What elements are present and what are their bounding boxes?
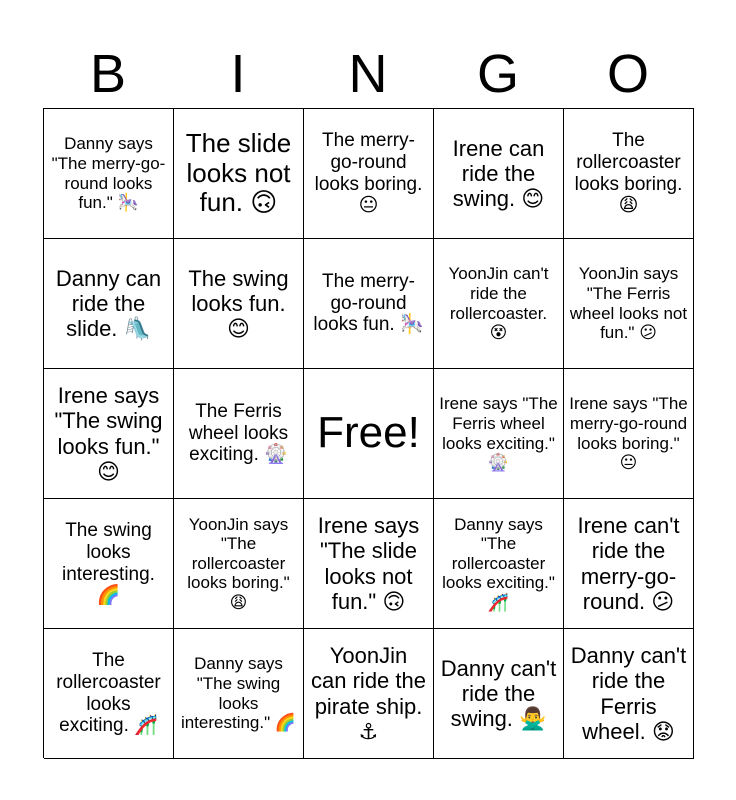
bingo-cell[interactable] — [434, 629, 564, 759]
cell-text: YoonJin says "The rollercoaster looks boring." 😩 — [187, 514, 290, 612]
bingo-cell[interactable] — [304, 499, 434, 629]
cell-text: Irene says "The Ferris wheel looks exciting." 🎡 — [439, 394, 558, 473]
bingo-cell[interactable] — [564, 369, 694, 499]
header-letter-i: I — [230, 44, 246, 104]
cell-text: YoonJin says "The Ferris wheel looks not fun." 😕 — [569, 264, 688, 343]
cell-text: Danny can ride the slide. 🛝 — [55, 265, 162, 342]
bingo-cell[interactable] — [564, 239, 694, 369]
cell-text: Irene says "The merry-go-round looks boring." 😐 — [569, 394, 688, 473]
cell-text: Danny can't ride the swing. 🙅‍♂️ — [440, 655, 557, 732]
cell-text: Danny can't ride the Ferris wheel. 😟 — [570, 642, 687, 744]
bingo-cell[interactable] — [304, 239, 434, 369]
bingo-cell[interactable] — [304, 629, 434, 759]
bingo-cell[interactable] — [434, 109, 564, 239]
bingo-cell[interactable] — [44, 629, 174, 759]
cell-text: The rollercoaster looks exciting. 🎢 — [56, 649, 161, 737]
header-letter-o: O — [606, 44, 649, 104]
bingo-cell[interactable] — [564, 499, 694, 629]
cell-text: YoonJin can't ride the rollercoaster. 😵 — [448, 264, 549, 343]
cell-text: Danny says "The rollercoaster looks exciting." 🎢 — [442, 514, 555, 612]
bingo-cell[interactable] — [434, 239, 564, 369]
free-space-cell[interactable] — [304, 369, 434, 499]
cell-text: The swing looks interesting. 🌈 — [62, 519, 155, 607]
bingo-cell[interactable] — [174, 629, 304, 759]
bingo-cell[interactable] — [44, 369, 174, 499]
bingo-header — [43, 40, 693, 108]
cell-text: The swing looks fun. 😊 — [188, 265, 289, 342]
bingo-cell[interactable] — [44, 109, 174, 239]
bingo-cell[interactable] — [174, 369, 304, 499]
cell-text: Irene can ride the swing. 😊 — [452, 135, 545, 212]
bingo-cell[interactable] — [174, 109, 304, 239]
cell-text: Danny says "The merry-go-round looks fun." 🎠 — [51, 134, 166, 213]
cell-text: YoonJin can ride the pirate ship. ⚓ — [311, 642, 426, 744]
cell-text: The merry-go-round looks boring. 😐 — [314, 129, 423, 217]
header-letter-g: G — [476, 44, 519, 104]
cell-text: Free! — [317, 408, 420, 458]
bingo-cell[interactable] — [304, 109, 434, 239]
bingo-grid — [43, 108, 694, 758]
bingo-cell[interactable] — [44, 239, 174, 369]
cell-text: Irene can't ride the merry-go-round. 😕 — [577, 512, 680, 614]
cell-text: The rollercoaster looks boring. 😩 — [574, 129, 683, 217]
bingo-cell[interactable] — [174, 239, 304, 369]
cell-text: Danny says "The swing looks interesting." 🌈 — [180, 654, 297, 733]
bingo-cell[interactable] — [564, 629, 694, 759]
bingo-cell[interactable] — [564, 109, 694, 239]
header-letter-n: N — [348, 44, 388, 104]
bingo-cell[interactable] — [174, 499, 304, 629]
cell-text: The Ferris wheel looks exciting. 🎡 — [188, 400, 289, 466]
cell-text: The slide looks not fun. 🙃 — [185, 127, 292, 218]
cell-text: The merry-go-round looks fun. 🎠 — [313, 270, 424, 336]
bingo-cell[interactable] — [44, 499, 174, 629]
bingo-cell[interactable] — [434, 369, 564, 499]
header-letter-b: B — [89, 44, 127, 104]
cell-text: Irene says "The slide looks not fun." 🙃 — [317, 512, 420, 614]
cell-text: Irene says "The swing looks fun." 😊 — [54, 382, 163, 484]
bingo-cell[interactable] — [434, 499, 564, 629]
